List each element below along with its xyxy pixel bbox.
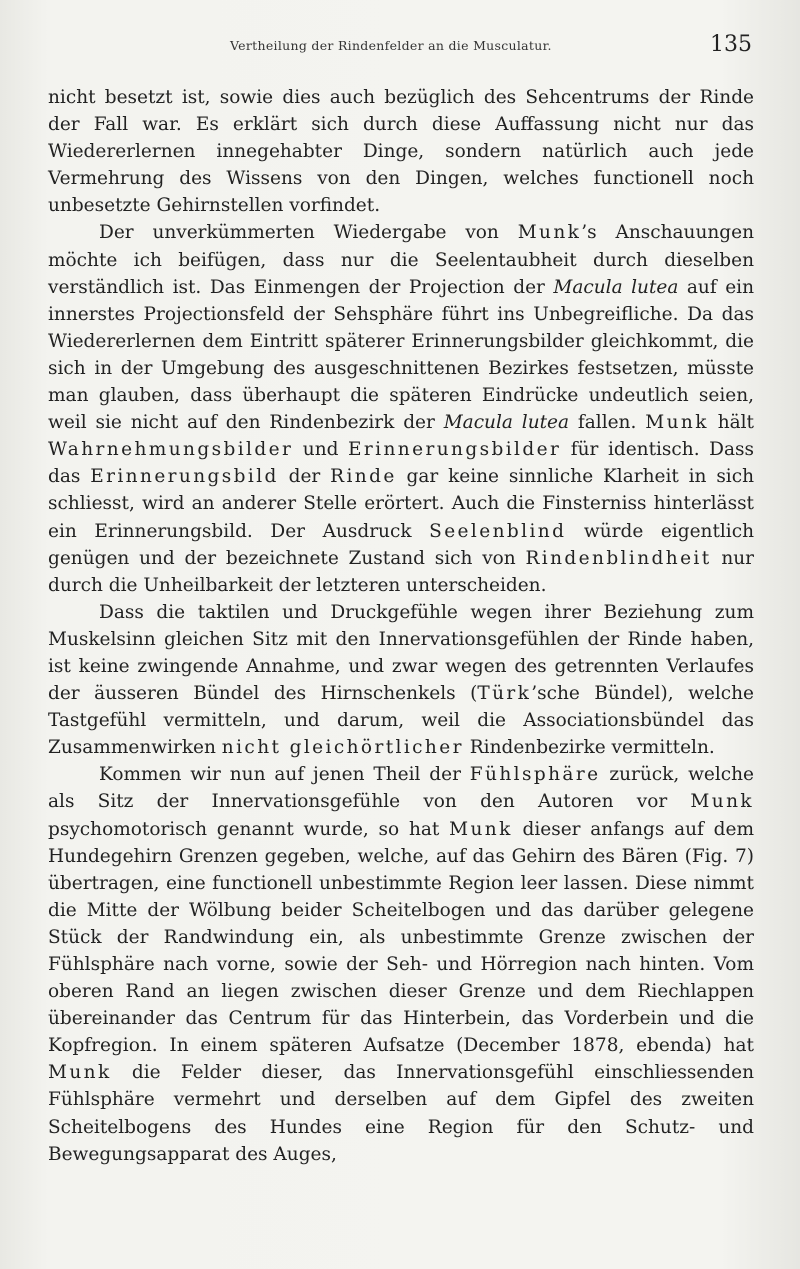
text-run: und [293,439,349,461]
text-run: dieser anfangs auf dem Hundegehirn Grenzen gegeben, welche, auf das Gehirn des Bären (Fig. 7) übertragen, eine functionell unbestimmte Region leer lassen. Diese nimmt die Mitte der Wölbung beider Scheitelbogen und das darüber gelegene Stück der Randwindung ein, als unbestimmte Grenze zwischen der Fühlsphäre nach vorne, sowie der Seh- und Hörregion nach hinten. Vom oberen Rand an liegen zwischen dieser Grenze und dem Riechlappen übereinander das Centrum für das Hinterbein, das Vorderbein und die Kopfregion. In einem späteren Aufsatze (December 1878, ebenda) hat [48,818,754,1057]
text-run: hält [708,412,754,434]
text-run: ’s Anschauungen möchte ich beifügen, dass nur die Seelentaubheit durch dieselben verständlich ist. Das Einmengen der Projection der [48,222,755,298]
text-run: auf ein innerstes Projectionsfeld der Sehsphäre führt ins Unbegreifliche. Da das Wiedererlernen dem Eintritt späterer Erinnerungsbilder gleichkommt, die sich in der Umgebung des ausgeschnittenen Bezirkes festsetzen, müsste man glauben, dass überhaupt die späteren Eindrücke undeutlich seien, weil sie nicht auf den Rindenbezirk der [48,276,754,434]
text-run: nicht besetzt ist, sowie dies auch bezüglich des Sehcentrums der Rinde der Fall war. Es erklärt sich durch diese Auffassung nicht nur das Wiedererlernen innegehabter Dinge, sondern natürlich auch jede Vermehrung des Wissens von den Dingen, welches functionell noch unbesetzte Gehirnstellen vorfindet. [48,87,754,217]
emphasis: Seelenblind [429,520,567,542]
author-name: Munk [517,222,582,244]
author-name: Munk [48,1062,112,1084]
paragraph-4 [48,761,754,1167]
text-run: fallen. [569,412,646,434]
text-run: die Felder dieser, das Innervationsgefühl einschliessenden Fühlsphäre vermehrt und derselben auf dem Gipfel des zweiten Scheitelbogens des Hundes eine Region für den Schutz- und Bewegungsapparat des Auges, [48,1062,754,1165]
paragraph-1 [48,84,754,219]
author-name: Munk [690,791,754,813]
emphasis: Rindenblindheit [525,547,712,569]
text-run: zurück, welche als Sitz der Innervationsgefühle von den Autoren vor [48,764,754,813]
emphasis: Rinde [330,466,397,488]
body-text [48,84,754,1168]
author-name: Türk [477,683,532,705]
text-run: der [278,466,331,488]
author-name: Munk [645,412,709,434]
text-run: Der unverkümmerten Wiedergabe von [99,222,518,244]
text-run: für identisch. Dass das [48,439,754,488]
emphasis: Wahrnehmungsbilder [48,439,294,461]
text-run: würde eigentlich genügen und der bezeichnete Zustand sich von [48,520,754,569]
text-run: Kommen wir nun auf jenen Theil der [99,764,470,786]
author-name: Munk [449,818,513,840]
text-run: Dass die taktilen und Druckgefühle wegen ihrer Beziehung zum Muskelsinn gleichen Sitz mit den Innervationsgefühlen der Rinde haben, ist keine zwingende Annahme, und zwar wegen des getrennten Verlaufes der äusseren Bündel des Hirnschenkels ( [48,601,754,705]
paragraph-2 [48,219,754,598]
text-run: psychomotorisch genannt wurde, so hat [48,818,450,840]
paragraph-3 [48,599,754,762]
page-number: 135 [710,32,752,57]
page-header [48,34,752,64]
text-run: nur durch die Unheilbarkeit der letzteren unterscheiden. [48,547,754,596]
text-run: Rindenbezirke vermitteln. [463,737,715,759]
emphasis: Erinnerungsbilder [348,439,562,461]
running-head: Vertheilung der Rindenfelder an die Musculatur. [230,38,552,53]
emphasis: nicht gleichörtlicher [221,737,464,759]
latin-term: Macula lutea [553,276,679,298]
text-run: ’sche Bündel), welche Tastgefühl vermitteln, und darum, weil die Associationsbündel das Zusammenwirken [48,683,754,759]
latin-term: Macula lutea [443,412,570,434]
emphasis: Fühlsphäre [469,764,601,786]
text-run: gar keine sinnliche Klarheit in sich schliesst, wird an anderer Stelle erörtert. Auch die Finsterniss hinterlässt ein Erinnerungsbild. Der Ausdruck [48,466,754,542]
emphasis: Erinnerungsbild [90,466,279,488]
